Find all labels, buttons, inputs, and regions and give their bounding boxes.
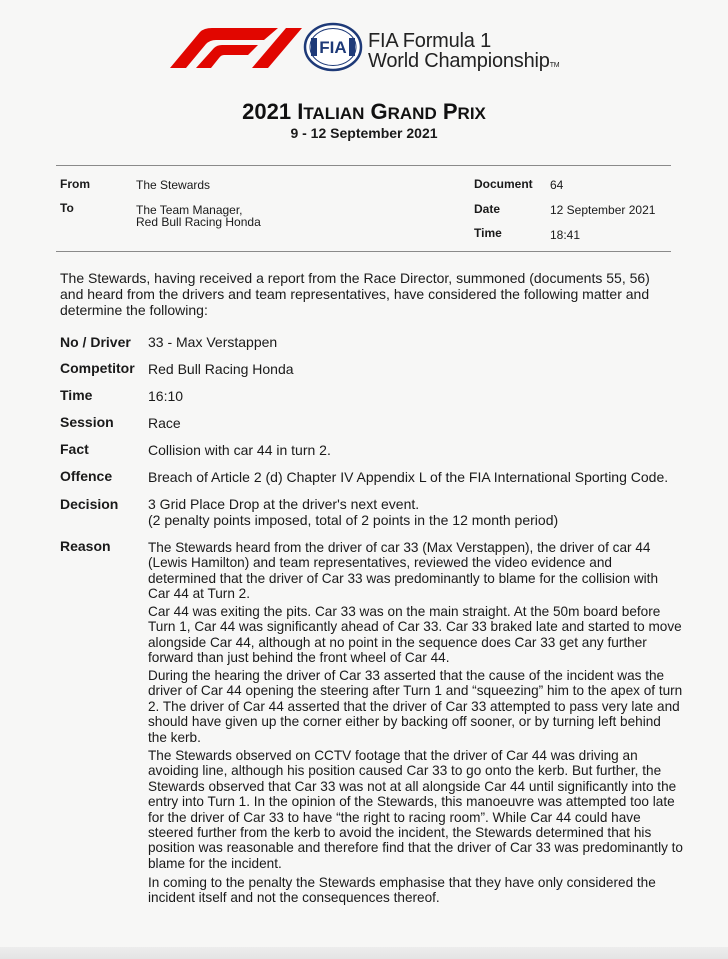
reason-paragraph-3: During the hearing the driver of Car 33 asserted that the cause of the incident was the driver of Car 44 opening the steering after Turn 1 and “squeezing” him to the apex of turn 2. The driver of Car 44 asserted that the driver of Car 33 attempted to pass very late and should have given up the corner either by backing off sooner, or by turning left behind the kerb. <box>148 668 683 745</box>
to-value-line-2: Red Bull Racing Honda <box>136 215 261 229</box>
championship-name <box>368 31 559 76</box>
from-value: The Stewards <box>136 178 211 192</box>
time-label: Time <box>474 226 502 240</box>
field-label-offence: Offence <box>60 468 113 484</box>
field-value-fact: Collision with car 44 in turn 2. <box>148 442 331 458</box>
reason-paragraph-2: Car 44 was exiting the pits. Car 33 was on the main straight. At the 50m board before Turn 1, Car 44 was significantly ahead of Car 33. Car 33 braked late and started to move alongside Car 44, although at no point in the sequence does Car 33 get any further forward than just behind the front wheel of Car 44. <box>148 604 682 666</box>
time-value: 18:41 <box>550 228 581 242</box>
event-name: ITALIAN GRAND PRIX <box>297 99 486 124</box>
event-year: 2021 <box>242 99 292 124</box>
date-label: Date <box>474 202 501 216</box>
field-value-competitor: Red Bull Racing Honda <box>148 361 294 377</box>
top-divider <box>56 165 671 166</box>
to-label: To <box>60 201 74 215</box>
reason-paragraph-1: The Stewards heard from the driver of car 33 (Max Verstappen), the driver of car 44 (Lewis Hamilton) and team representatives, reviewed the video evidence and determined that the driver of Car 33 was predominantly to blame for the collision with Car 44 at Turn 2. <box>148 540 659 602</box>
field-label-fact: Fact <box>60 441 89 457</box>
from-label: From <box>60 177 90 191</box>
field-label-driver: No / Driver <box>60 334 131 350</box>
championship-line-1: FIA Formula 1 <box>368 30 491 52</box>
field-label-time: Time <box>60 387 93 403</box>
field-value-driver: 33 - Max Verstappen <box>148 334 278 350</box>
field-value-time: 16:10 <box>148 388 184 404</box>
field-label-competitor: Competitor <box>60 360 135 376</box>
date-value: 12 September 2021 <box>550 203 656 217</box>
fia-logo-icon <box>303 22 363 72</box>
meta-divider <box>56 251 671 252</box>
trademark-mark: TM <box>549 62 560 69</box>
f1-logo <box>160 26 302 70</box>
document-label: Document <box>474 177 533 191</box>
event-title <box>0 99 728 125</box>
event-dates: 9 - 12 September 2021 <box>290 125 438 141</box>
reason-paragraph-4: The Stewards observed on CCTV footage that the driver of Car 44 was driving an avoiding line, although his position caused Car 33 to go onto the kerb. But further, the Stewards observed that Car 33 was not at all alongside Car 44 until significantly into the entry into Turn 1. In the opinion of the Stewards, this manoeuvre was attempted too late for the driver of Car 33 to have “the right to racing room”. While Car 44 could have steered further from the kerb to avoid the incident, the Stewards determined that his position was reasonable and therefore find that the driver of Car 33 was predominantly to blame for the incident. <box>148 748 683 871</box>
reason-paragraph-5: In coming to the penalty the Stewards emphasise that they have only considered the incident itself and not the consequences thereof. <box>148 875 656 906</box>
championship-line-2: World Championship <box>368 50 550 72</box>
page-bottom-edge <box>0 947 728 959</box>
field-label-reason: Reason <box>60 538 111 554</box>
fia-badge-text: FIA <box>319 38 347 57</box>
field-value-session: Race <box>148 415 181 431</box>
field-value-offence: Breach of Article 2 (d) Chapter IV Appendix L of the FIA International Sporting Code. <box>148 469 669 485</box>
field-label-decision: Decision <box>60 496 119 512</box>
intro-paragraph: The Stewards, having received a report from the Race Director, summoned (documents 55, 56) and heard from the drivers and team representatives, have considered the following matter and determine the following: <box>60 270 650 318</box>
field-label-session: Session <box>60 414 114 430</box>
document-value: 64 <box>550 178 564 192</box>
to-value-line-1: The Team Manager, <box>136 203 243 217</box>
field-value-decision: 3 Grid Place Drop at the driver's next event. (2 penalty points imposed, total of 2 points in the 12 month period) <box>148 496 559 528</box>
